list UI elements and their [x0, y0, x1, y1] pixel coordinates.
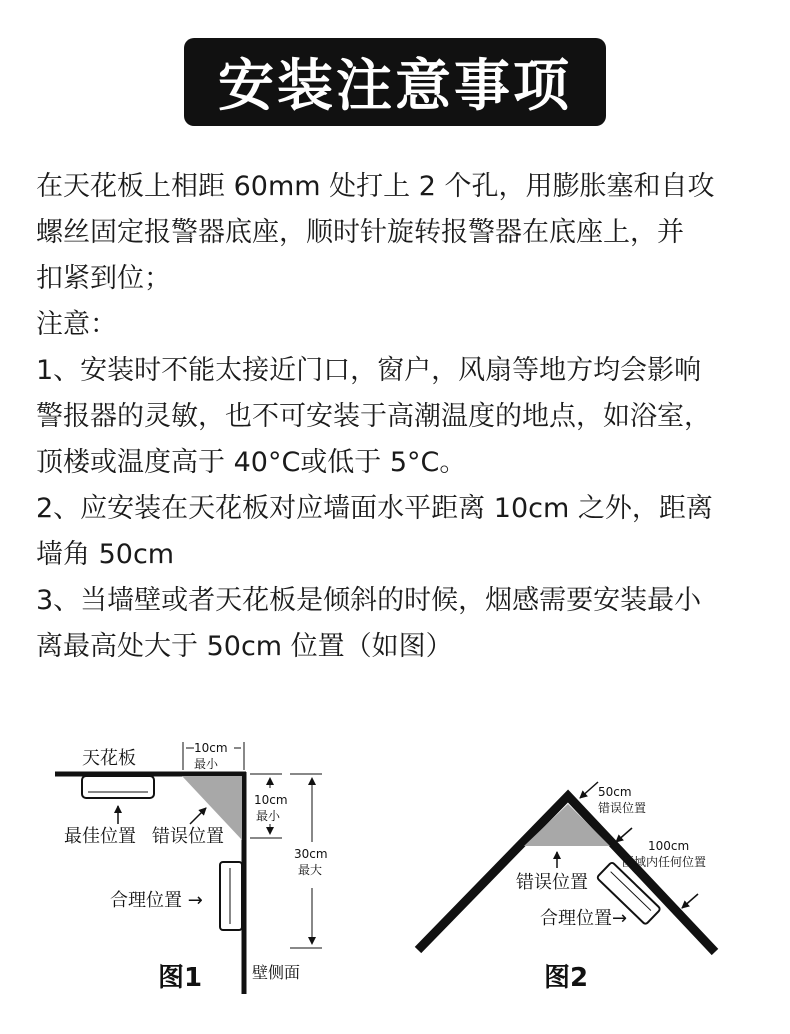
installation-figures [0, 712, 790, 1030]
reasonable-position-label: 合理位置 → [110, 890, 203, 911]
instruction-line: 1、安装时不能太接近门口，窗户，风扇等地方均会影响 [36, 355, 702, 386]
instruction-line: 离最高处大于 50cm 位置（如图） [36, 631, 453, 662]
side-dim-note: 最小 [256, 809, 281, 823]
wrong-position-label: 错误位置 [152, 826, 224, 847]
instruction-line: 扣紧到位； [36, 263, 171, 294]
instruction-line: 顶楼或温度高于 40°C或低于 5°C。 [36, 447, 467, 478]
arrow-range-start [616, 828, 632, 842]
note-heading: 注意： [36, 309, 117, 340]
page-title: 安装注意事项 [218, 54, 572, 119]
ceiling-label: 天花板 [82, 748, 136, 769]
fig2-wrong-label: 错误位置 [516, 872, 588, 893]
instruction-line: 在天花板上相距 60mm 处打上 2 个孔，用膨胀塞和自攻 [36, 171, 715, 202]
top-dim-value: 10cm [194, 741, 228, 755]
side-dim-value: 10cm [254, 793, 288, 807]
max-dim-value: 30cm [294, 847, 328, 861]
arrow-50cm [580, 782, 598, 798]
detector-wall [220, 862, 242, 930]
fig2-range-value: 100cm [648, 839, 690, 853]
arrow-range-end [682, 894, 698, 908]
figures-svg [0, 712, 790, 1030]
figure-1 [55, 741, 328, 994]
figure-2 [418, 782, 715, 993]
fig2-top-dim-value: 50cm [598, 785, 632, 799]
instruction-line: 警报器的灵敏，也不可安装于高潮温度的地点，如浴室， [36, 401, 711, 432]
instruction-line: 墙角 50cm [36, 539, 175, 570]
instructions-text [36, 164, 776, 670]
instruction-line: 2、应安装在天花板对应墙面水平距离 10cm 之外，距离 [36, 493, 713, 524]
wall-side-label: 壁侧面 [252, 963, 301, 982]
best-position-label: 最佳位置 [64, 826, 136, 847]
fig2-reasonable-label: 合理位置→ [540, 908, 628, 929]
title-banner [184, 38, 606, 126]
figure-1-caption: 图1 [158, 963, 203, 993]
max-dim-note: 最大 [298, 863, 323, 877]
fig2-range-note: 区域内任何位置 [622, 855, 707, 869]
fig2-top-dim-note: 错误位置 [598, 801, 647, 815]
detector-ceiling [82, 776, 154, 798]
figure-2-caption: 图2 [544, 963, 589, 993]
instruction-line: 螺丝固定报警器底座，顺时针旋转报警器在底座上，并 [36, 217, 684, 248]
instruction-line: 3、当墙壁或者天花板是倾斜的时候，烟感需要安装最小 [36, 585, 702, 616]
top-dim-note: 最小 [194, 757, 219, 771]
arrow-to-wrong [190, 808, 206, 824]
